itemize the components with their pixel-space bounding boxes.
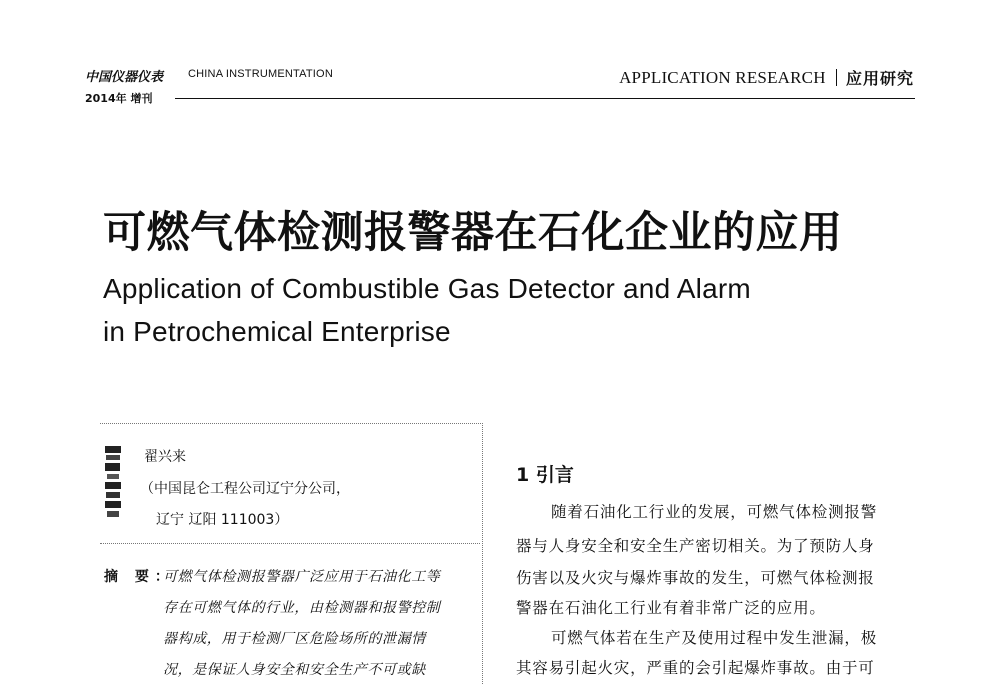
section-label <box>619 66 914 89</box>
section-label-zh: 应用研究 <box>845 69 914 88</box>
journal-issue: 2014年 增刊 <box>85 92 153 105</box>
body-text-line: 其容易引起火灾，严重的会引起爆炸事故。由于可 <box>516 659 875 677</box>
abstract-line: 器构成，用于检测厂区危险场所的泄漏情 <box>163 631 426 647</box>
author-affiliation-line-2: 辽宁 辽阳 111003） <box>156 512 289 528</box>
abstract-line: 况，是保证人身安全和安全生产不可或缺 <box>163 662 426 678</box>
body-text-line: 警器在石油化工行业有着非常广泛的应用。 <box>516 599 826 617</box>
journal-name-zh: 中国仪器仪表 <box>85 70 164 85</box>
article-title-en-line-1: Application of Combustible Gas Detector and Alarm <box>103 273 751 304</box>
abstract-label: 摘 要： <box>104 569 175 585</box>
abstract-line: 存在可燃气体的行业，由检测器和报警控制 <box>163 600 441 616</box>
body-text-line: 伤害以及火灾与爆炸事故的发生，可燃气体检测报 <box>516 569 875 587</box>
author-box-bottom-border <box>100 543 480 544</box>
article-title-en-line-2: in Petrochemical Enterprise <box>103 316 451 347</box>
column-divider <box>482 423 483 684</box>
author-name: 翟兴来 <box>144 449 186 465</box>
section-label-en: APPLICATION RESEARCH <box>619 67 826 87</box>
author-box-top-border <box>100 423 483 424</box>
body-text-line: 可燃气体若在生产及使用过程中发生泄漏，极 <box>551 629 878 647</box>
section-label-divider <box>836 69 837 86</box>
author-marker-icon <box>104 446 122 518</box>
abstract-line: 可燃气体检测报警器广泛应用于石油化工等 <box>163 569 441 585</box>
author-affiliation-line-1: （中国昆仑工程公司辽宁分公司， <box>140 481 350 497</box>
body-text-line: 器与人身安全和安全生产密切相关。为了预防人身 <box>516 537 875 555</box>
journal-name-en: CHINA INSTRUMENTATION <box>188 68 333 80</box>
section-heading: 1 引言 <box>516 464 574 486</box>
body-text-line: 随着石油化工行业的发展，可燃气体检测报警 <box>551 503 878 521</box>
header-rule <box>175 98 915 99</box>
article-title-zh: 可燃气体检测报警器在石化企业的应用 <box>103 208 843 258</box>
